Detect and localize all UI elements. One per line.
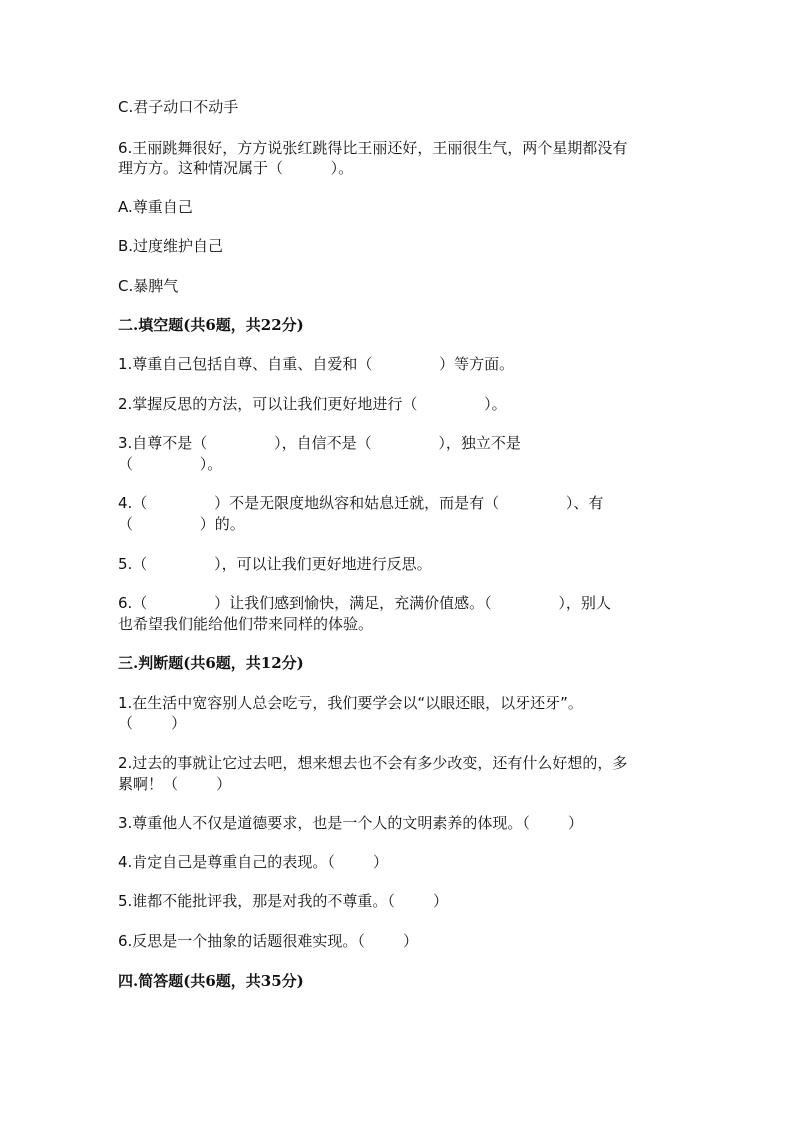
tf-q1-line2: （ ） — [118, 714, 187, 732]
q6-option-b: B.过度维护自己 — [118, 237, 224, 255]
fill-q3-line2: （ ）。 — [118, 455, 223, 473]
tf-q3: 3.尊重他人不仅是道德要求，也是一个人的文明素养的体现。（ ） — [118, 814, 583, 832]
tf-q1-line1: 1.在生活中宽容别人总会吃亏，我们要学会以“以眼还眼，以牙还牙”。 — [118, 694, 583, 712]
q6-stem-line1: 6.王丽跳舞很好，方方说张红跳得比王丽还好，王丽很生气，两个星期都没有 — [118, 139, 628, 157]
q6-option-c: C.暴脾气 — [118, 277, 179, 295]
tf-q6: 6.反思是一个抽象的话题很难实现。（ ） — [118, 932, 418, 950]
fill-q5: 5.（ ），可以让我们更好地进行反思。 — [118, 555, 432, 573]
tf-q2-line1: 2.过去的事就让它过去吧，想来想去也不会有多少改变，还有什么好想的，多 — [118, 754, 628, 772]
section-heading-true-false: 三.判断题(共6题，共12分) — [118, 654, 304, 672]
fill-q6-line2: 也希望我们能给他们带来同样的体验。 — [118, 615, 374, 633]
tf-q5: 5.谁都不能批评我，那是对我的不尊重。（ ） — [118, 892, 448, 910]
q6-stem-line2: 理方方。这种情况属于（ ）。 — [118, 159, 354, 177]
tf-q4: 4.肯定自己是尊重自己的表现。（ ） — [118, 853, 388, 871]
section-heading-short-answer: 四.简答题(共6题，共35分) — [118, 972, 304, 990]
fill-q2: 2.掌握反思的方法，可以让我们更好地进行（ ）。 — [118, 395, 507, 413]
q6-option-a: A.尊重自己 — [118, 198, 193, 216]
section-heading-fill-blank: 二.填空题(共6题，共22分) — [118, 316, 304, 334]
fill-q3-line1: 3.自尊不是（ ），自信不是（ ），独立不是 — [118, 434, 521, 452]
fill-q1: 1.尊重自己包括自尊、自重、自爱和（ ）等方面。 — [118, 355, 515, 373]
fill-q4-line1: 4.（ ）不是无限度地纵容和姑息迁就，而是有（ ）、有 — [118, 494, 604, 512]
q5-option-c: C.君子动口不动手 — [118, 98, 239, 116]
fill-q6-line1: 6.（ ）让我们感到愉快，满足，充满价值感。（ ），别人 — [118, 594, 611, 612]
fill-q4-line2: （ ）的。 — [118, 515, 245, 533]
tf-q2-line2: 累啊！（ ） — [118, 775, 232, 793]
